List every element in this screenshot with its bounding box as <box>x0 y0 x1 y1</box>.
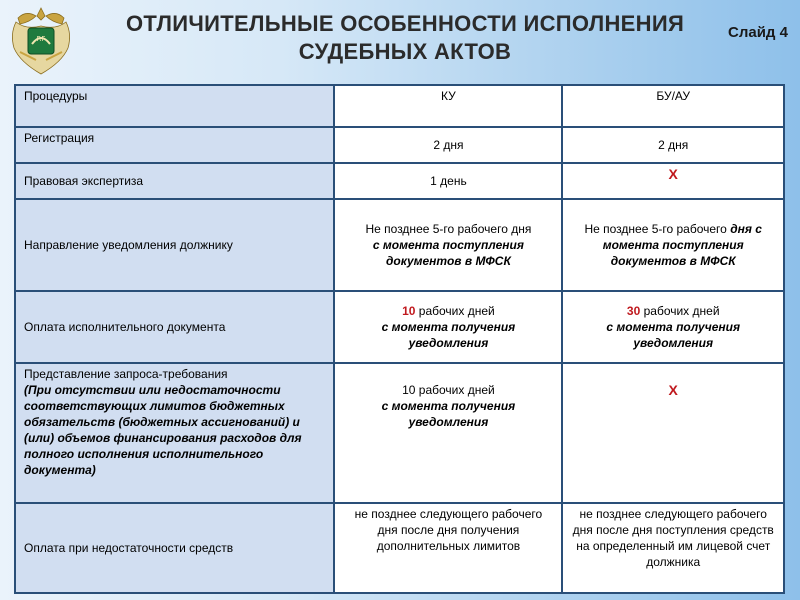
table-row <box>15 503 784 593</box>
row-label-debtor-notice: Направление уведомления должнику <box>15 199 334 291</box>
cell-bu-payment: 30 рабочих дней с момента получения уведомления <box>562 291 784 363</box>
cell-ku-request: 10 рабочих дней с момента получения уведомления <box>334 363 562 503</box>
cell-bu-insufficient-funds: не позднее следующего рабочего дня после дня поступления средств на определенный им лицевой счет должника <box>562 503 784 593</box>
table-row <box>15 199 784 291</box>
table-row <box>15 127 784 163</box>
table-header-row <box>15 85 784 127</box>
header-bu-au: БУ/АУ <box>562 85 784 127</box>
cell-bu-registration: 2 дня <box>562 127 784 163</box>
x-mark-icon: X <box>668 166 678 182</box>
cell-ku-insufficient-funds: не позднее следующего рабочего дня после дня получения дополнительных лимитов <box>334 503 562 593</box>
cell-ku-legal-review: 1 день <box>334 163 562 199</box>
x-mark-icon: X <box>668 382 678 398</box>
svg-text:RF: RF <box>36 35 46 43</box>
cell-ku-registration: 2 дня <box>334 127 562 163</box>
header-procedures: Процедуры <box>15 85 334 127</box>
cell-bu-debtor-notice: Не позднее 5-го рабочего дня с момента поступления документов в МФСК <box>562 199 784 291</box>
table-row <box>15 163 784 199</box>
row-label-payment: Оплата исполнительного документа <box>15 291 334 363</box>
comparison-table <box>14 84 785 594</box>
header-ku: КУ <box>334 85 562 127</box>
emblem-logo <box>6 4 76 78</box>
row-label-registration: Регистрация <box>15 127 334 163</box>
row-label-request: Представление запроса-требования (При отсутствии или недостаточности соответствующих лимитов бюджетных обязательств (бюджетных ассигнований) и (или) объемов финансирования расходов для полного исполнения исполнительного документа) <box>15 363 334 503</box>
table-row <box>15 363 784 503</box>
cell-ku-debtor-notice: Не позднее 5-го рабочего дня с момента поступления документов в МФСК <box>334 199 562 291</box>
page-title: ОТЛИЧИТЕЛЬНЫЕ ОСОБЕННОСТИ ИСПОЛНЕНИЯ СУДЕБНЫХ АКТОВ <box>125 11 685 64</box>
row-label-legal-review: Правовая экспертиза <box>15 163 334 199</box>
table-row <box>15 291 784 363</box>
row-label-insufficient-funds: Оплата при недостаточности средств <box>15 503 334 593</box>
cell-ku-payment: 10 рабочих дней с момента получения уведомления <box>334 291 562 363</box>
slide-number: Слайд 4 <box>728 24 788 41</box>
